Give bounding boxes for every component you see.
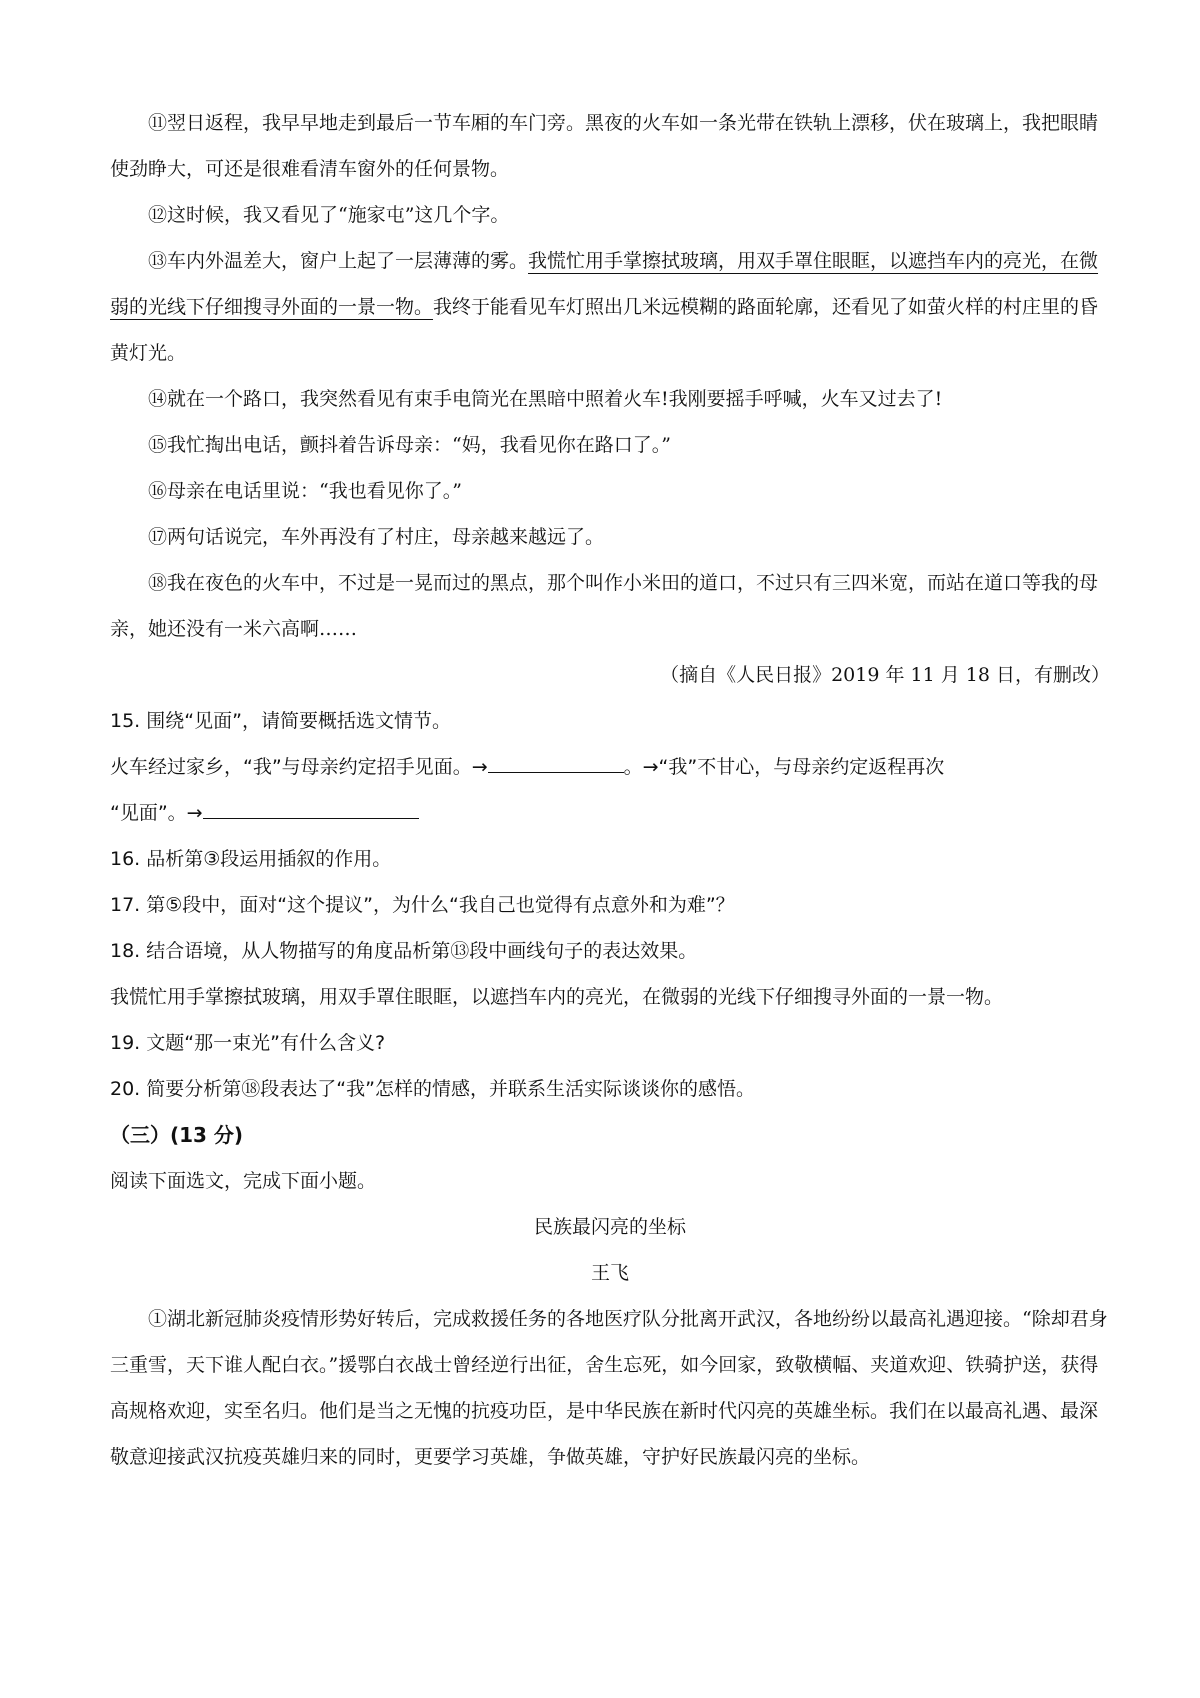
- paragraph-18: ⑱我在夜色的火车中，不过是一晃而过的黑点，那个叫作小米田的道口，不过只有三四米宽，而站在道口等我的母亲，她还没有一米六高啊……: [110, 572, 1099, 640]
- paragraph-11: ⑪翌日返程，我早早地走到最后一节车厢的车门旁。黑夜的火车如一条光带在铁轨上漂移，伏在玻璃上，我把眼睛使劲睁大，可还是很难看清车窗外的任何景物。: [110, 112, 1099, 180]
- question-19: 19. 文题“那一束光”有什么含义?: [110, 1032, 386, 1054]
- plot-line-part-c: “见面”。→: [110, 802, 203, 824]
- paragraph-13-part-b: 我终于能看见车灯照出几米远模糊的路面轮廓，还看见了如萤火样的村庄里的昏黄灯光。: [110, 296, 1099, 364]
- paragraph-17: ⑰两句话说完，车外再没有了村庄，母亲越来越远了。: [148, 526, 605, 548]
- document-page: [110, 100, 1110, 1480]
- article-paragraph-1: ①湖北新冠肺炎疫情形势好转后，完成救援任务的各地医疗队分批离开武汉，各地纷纷以最高礼遇迎接。“除却君身三重雪，天下谁人配白衣。”援鄂白衣战士曾经逆行出征，舍生忘死，如今回家，致敬横幅、夹道欢迎、铁骑护送，获得高规格欢迎，实至名归。他们是当之无愧的抗疫功臣，是中华民族在新时代闪亮的英雄坐标。我们在以最高礼遇、最深敬意迎接武汉抗疫英雄归来的同时，更要学习英雄，争做英雄，守护好民族最闪亮的坐标。: [110, 1308, 1108, 1468]
- article-title: 民族最闪亮的坐标: [533, 1216, 686, 1238]
- paragraph-12: ⑫这时候，我又看见了“施家屯”这几个字。: [148, 204, 510, 226]
- answer-blank-1[interactable]: [488, 750, 624, 773]
- question-15-plot-line: [110, 744, 1110, 790]
- paragraph-15: ⑮我忙掏出电话，颤抖着告诉母亲：“妈，我看见你在路口了。”: [148, 434, 671, 456]
- paragraph-13: [110, 238, 1110, 376]
- question-16: 16. 品析第③段运用插叙的作用。: [110, 848, 392, 870]
- paragraph-14: ⑭就在一个路口，我突然看见有束手电筒光在黑暗中照着火车!我刚要摇手呼喊，火车又过去了!: [148, 388, 943, 410]
- section-heading: （三）(13 分): [110, 1123, 244, 1147]
- plot-line-part-b: 。→“我”不甘心，与母亲约定返程再次: [623, 756, 945, 778]
- paragraph-13-part-a: ⑬车内外温差大，窗户上起了一层薄薄的雾。: [148, 250, 529, 272]
- question-18-sentence: 我慌忙用手掌擦拭玻璃，用双手罩住眼眶，以遮挡车内的亮光，在微弱的光线下仔细搜寻外面的一景一物。: [110, 986, 1004, 1008]
- article-author: 王飞: [590, 1262, 629, 1284]
- section-instruction: 阅读下面选文，完成下面小题。: [110, 1170, 377, 1192]
- question-15: 15. 围绕“见面”，请简要概括选文情节。: [110, 710, 451, 732]
- paragraph-16: ⑯母亲在电话里说：“我也看见你了。”: [148, 480, 462, 502]
- plot-line-part-a: 火车经过家乡，“我”与母亲约定招手见面。→: [110, 756, 488, 778]
- source-citation: （摘自《人民日报》2019 年 11 月 18 日，有删改）: [660, 664, 1110, 686]
- question-18: 18. 结合语境，从人物描写的角度品析第⑬段中画线句子的表达效果。: [110, 940, 698, 962]
- question-20: 20. 简要分析第⑱段表达了“我”怎样的情感，并联系生活实际谈谈你的感悟。: [110, 1078, 755, 1100]
- answer-blank-2[interactable]: [203, 796, 419, 819]
- question-15-plot-line-2: [110, 790, 1110, 836]
- question-17: 17. 第⑤段中，面对“这个提议”，为什么“我自己也觉得有点意外和为难”？: [110, 894, 735, 916]
- underlined-sentence: 我慌忙用手掌擦拭玻璃，用双手罩住眼眶，以遮挡车内的亮光，在微弱的光线下仔细搜寻外面的一景一物。: [110, 250, 1099, 318]
